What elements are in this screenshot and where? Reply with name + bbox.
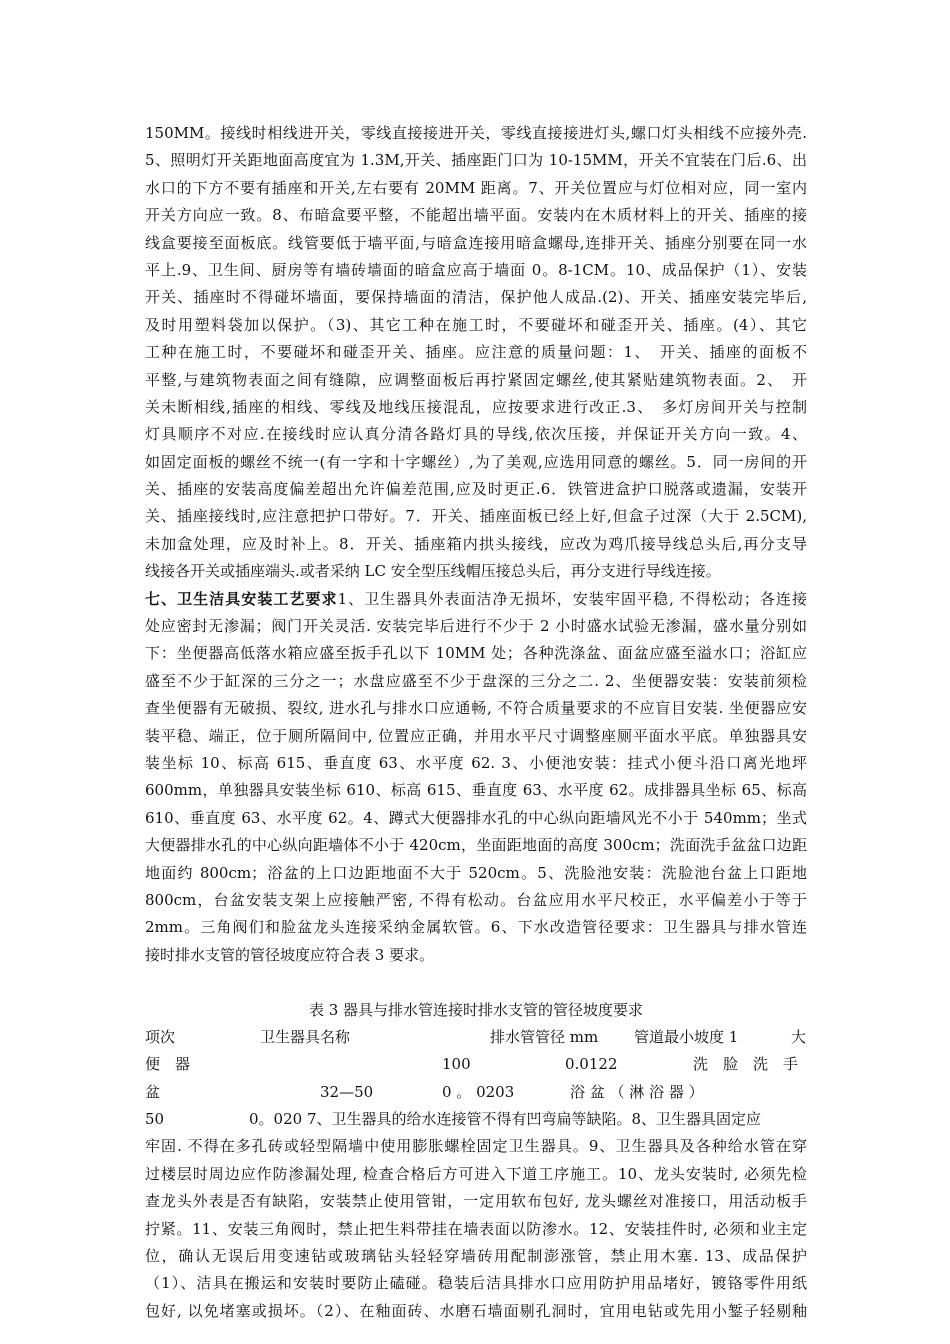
table-row-continuation: 0。020 7、卫生器具的给水连接管不得有凹弯扁等缺陷。8、卫生器具固定应 <box>249 1110 762 1129</box>
text-line: 5、照明灯开关距地面高度宜为 1.3M,开关、插座距门口为 10-15MM，开关不宜装在门后.6、出 <box>145 151 807 170</box>
text-line: 灯具顺序不对应.在接线时应认真分清各路灯具的导线,依次压接，并保证开关方向一致。4、 <box>145 425 807 444</box>
text-line: 盛至不少于缸深的三分之一；水盘应盛至不少于盘深的三分之二. 2、坐便器安装：安装前须检 <box>145 671 807 690</box>
table-row <box>145 1079 807 1106</box>
text-line: 2mm。三角阀们和脸盆龙头连接采纳金属软管。6、下水改造管径要求：卫生器具与排水管连 <box>145 918 807 937</box>
text-line: 过楼层时周边应作防渗漏处理, 检查合格后方可进入下道工序施工。10、龙头安装时, 必须先检 <box>145 1164 807 1183</box>
table-3 <box>145 997 807 1134</box>
table-cell: 洗 脸 洗 手 <box>693 1055 799 1074</box>
table-cell: 0 。 0203 <box>442 1082 515 1101</box>
section-heading: 七、卫生洁具安装工艺要求 <box>145 589 338 608</box>
text-line: 接时排水支管的管径坡度应符合表 3 要求。 <box>145 945 435 964</box>
text-line: 水口的下方不要有插座和开关,左右要有 20MM 距离。7、开关位置应与灯位相对应，同一室内 <box>145 178 807 197</box>
table-cell: 项次 <box>145 1027 176 1046</box>
paragraph-fixtures <box>145 1133 807 1325</box>
section-first-line-text: 1、卫生器具外表面洁净无损坏，安装牢固平稳, 不得松动；各连接 <box>337 589 807 608</box>
text-line: 包好, 以免堵塞或损坏。（2）、在釉面砖、水磨石墙面剔孔洞时，宜用电钻或先用小錾子轻剔釉 <box>145 1301 807 1320</box>
table-cell: 便 器 <box>145 1055 191 1074</box>
paragraph-electrical <box>145 120 807 586</box>
text-line: 平上.9、卫生间、厨房等有墙砖墙面的暗盒应高于墙面 0。8-1CM。10、成品保护（1）、安装 <box>145 260 807 279</box>
table-cell: 卫生器具名称 <box>260 1027 351 1046</box>
text-line: 150MM。接线时相线进开关，零线直接接进开关，零线直接接进灯头,螺口灯头相线不应接外壳. <box>145 124 807 142</box>
table-cell: 32—50 <box>320 1082 374 1101</box>
text-line: 牢固. 不得在多孔砖或轻型隔墙中使用膨胀螺栓固定卫生器具。9、卫生器具及各种给水管在穿 <box>145 1137 807 1156</box>
text-line: 查龙头外表是否有缺陷，安装禁止使用管钳，一定用软布包好, 龙头螺丝对准接口，用活动板手 <box>145 1192 807 1211</box>
table-row <box>145 1051 807 1078</box>
table-row <box>145 1024 807 1051</box>
blank-line <box>145 969 807 996</box>
text-line: 线盒要接至面板底。线管要低于墙平面,与暗盒连接用暗盒螺母,连排开关、插座分别要在同一水 <box>145 233 807 252</box>
table-cell: 大 <box>791 1027 807 1046</box>
text-line: 开关方向应一致。8、布暗盒要平整，不能超出墙平面。安装内在木质材料上的开关、插座的接 <box>145 206 807 225</box>
text-line: 开关、插座时不得碰坏墙面，要保持墙面的清洁，保护他人成品.(2)、开关、插座安装完毕后, <box>145 288 807 307</box>
table-cell: 0.0122 <box>565 1055 618 1074</box>
section-sanitary-ware <box>145 586 807 969</box>
text-line: 查坐便器有无破损、裂纹, 进水孔与排水口应通畅, 不符合质量要求的不应盲目安装. 坐便器应安 <box>145 699 807 718</box>
text-line: 拧紧。11、安装三角阀时，禁止把生料带挂在墙表面以防渗水。12、安装挂件时, 必须和业主定 <box>145 1219 807 1238</box>
text-line: （1）、洁具在搬运和安装时要防止磕碰。稳装后洁具排水口应用防护用品堵好，镀铬零件用纸 <box>145 1274 807 1293</box>
text-line: 平整,与建筑物表面之间有缝隙，应调整面板后再拧紧固定螺丝,使其紧贴建筑物表面。2、 开 <box>145 370 807 389</box>
table-cell: 100 <box>442 1055 471 1074</box>
text-line: 装平稳、端正，位于厕所隔间中, 位置应正确，并用水平尺寸调整座厕平面水平底。单独器具安 <box>145 726 807 745</box>
text-line: 下：坐便器高低落水箱应盛至扳手孔以下 10MM 处；各种洗涤盆、面盆应盛至溢水口；浴缸应 <box>145 644 807 663</box>
text-line: 如固定面板的螺丝不统一(有一字和十字螺丝）,为了美观,应选用同意的螺丝。5．同一房间的开 <box>145 452 807 471</box>
table-cell: 50 <box>145 1110 165 1129</box>
text-line: 610、垂直度 63、水平度 62。4、蹲式大便器排水孔的中心纵向距墙风光不小于 540mm；坐式 <box>145 808 807 827</box>
text-line: 600mm，单独器具安装坐标 610、标高 615、垂直度 63、水平度 62。成排器具坐标 65、标高 <box>145 781 807 800</box>
table-row <box>145 1106 807 1133</box>
text-line: 位，确认无误后用变速钻或玻璃钻头轻轻穿墙砖用配制澎涨管，禁止用木塞. 13、成品保护 <box>145 1247 807 1266</box>
table-cell: 管道最小坡度 1 <box>634 1027 739 1046</box>
text-line: 线接各开关或插座端头.或者采纳 LC 安全型压线帽压接总头后，再分支进行导线连接。 <box>145 562 721 581</box>
text-line: 关未断相线,插座的相线、零线及地线压接混乱，应按要求进行改正.3、 多灯房间开关与控制 <box>145 397 807 416</box>
document-page <box>145 120 807 1325</box>
text-line: 地面约 800cm；浴盆的上口边距地面不大于 520cm。5、洗脸池安装：洗脸池台盆上口距地 <box>145 863 807 882</box>
text-line: 关、插座的安装高度偏差超出允许偏差范围,应及时更正.6．铁管进盒护口脱落或遗漏，安装开 <box>145 480 807 499</box>
table-title: 表 3 器具与排水管连接时排水支管的管径坡度要求 <box>308 1000 644 1019</box>
text-line: 800cm，台盆安装支架上应接触严密, 不得有松动。台盆应用水平尺校正，水平偏差小于等于 <box>145 890 807 909</box>
text-line: 未加盒处理，应及时补上。8．开关、插座箱内拱头接线，应改为鸡爪接导线总头后,再分支导 <box>145 534 807 553</box>
text-line: 关、插座接线时,应注意把护口带好。7．开关、插座面板已经上好,但盒子过深（大于 2.5CM), <box>145 507 807 526</box>
section-first-line <box>145 586 807 613</box>
table-cell: 排水管管径 mm <box>490 1027 599 1046</box>
text-line: 大便器排水孔的中心纵向距墙体不小于 420cm，坐面距地面的高度 300cm；洗面洗手盆盆口边距 <box>145 836 807 855</box>
text-line: 处应密封无渗漏；阀门开关灵活. 安装完毕后进行不少于 2 小时盛水试验无渗漏，盛水量分别如 <box>145 617 807 636</box>
text-line: 及时用塑料袋加以保护。（3)、其它工种在施工时，不要碰坏和碰歪开关、插座。(4）、其它 <box>145 315 807 334</box>
text-line: 装坐标 10、标高 615、垂直度 63、水平度 62. 3、小便池安装：挂式小便斗沿口离光地坪 <box>145 753 807 772</box>
table-cell: 浴 盆 （ 淋 浴 器 ） <box>570 1082 704 1101</box>
table-cell: 盆 <box>145 1082 161 1101</box>
text-line: 工种在施工时，不要碰坏和碰歪开关、插座。应注意的质量问题：1、 开关、插座的面板不 <box>145 343 807 362</box>
